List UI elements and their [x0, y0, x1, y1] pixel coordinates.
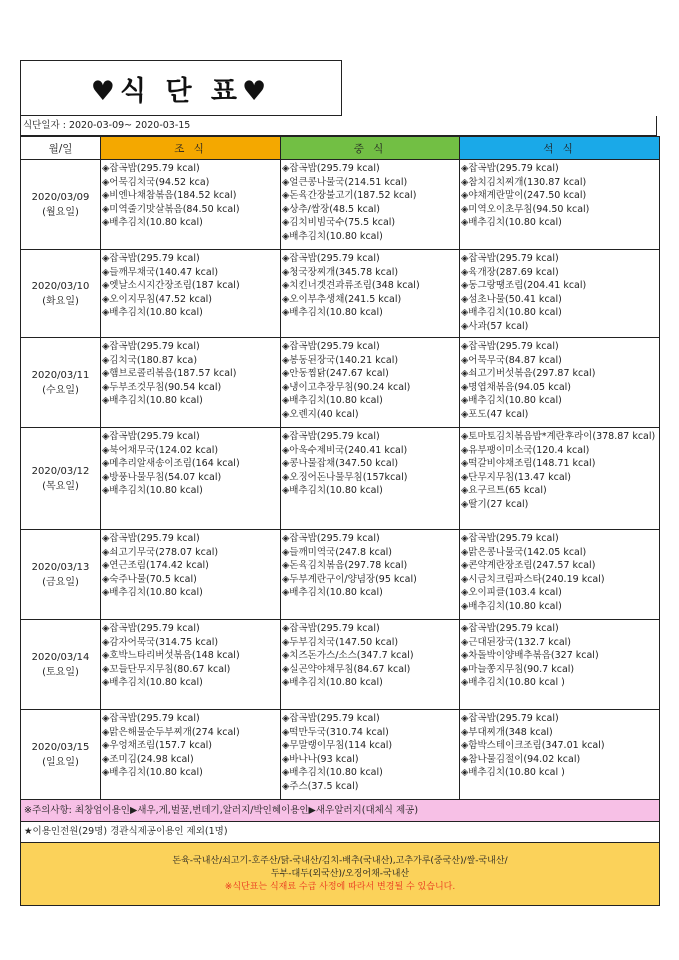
menu-item: ◈배추김치(10.80 kcal ): [461, 767, 565, 779]
day-row: [21, 710, 660, 800]
menu-item: ◈잡곡밥(295.79 kcal): [102, 253, 200, 264]
menu-item: ◈참나물김절이(94.02 kcal): [461, 753, 581, 765]
title-box: [20, 60, 342, 116]
lunch-cell: [281, 250, 460, 338]
origin-line: 돈육-국내산/쇠고기-호주산/닭-국내산/김치-배추(국내산),고추가루(중국산)/쌀-국내산/: [172, 855, 508, 866]
breakfast-cell: [101, 530, 281, 620]
day-date: 2020/03/11: [31, 369, 90, 381]
menu-item: ◈조미김(24.98 kcal): [102, 753, 194, 765]
dinner-cell: [460, 250, 660, 338]
menu-item: ◈안동찜닭(247.67 kcal): [282, 368, 389, 380]
lunch-cell: [281, 338, 460, 428]
menu-item: ◈사과(57 kcal): [461, 320, 529, 332]
menu-item: ◈잡곡밥(295.79 kcal): [102, 431, 200, 442]
menu-item: ◈배추김치(10.80 kcal): [102, 485, 203, 497]
day-row: [21, 338, 660, 428]
day-weekday: (화요일): [42, 295, 79, 307]
origin-info: [21, 843, 660, 906]
breakfast-cell: [101, 620, 281, 710]
menu-item: ◈잡곡밥(295.79 kcal): [461, 253, 559, 264]
menu-item: ◈배추김치(10.80 kcal): [282, 587, 383, 599]
menu-item: ◈연근조림(174.42 kcal): [102, 560, 209, 572]
menu-item: ◈배추김치(10.80 kcal): [102, 217, 203, 229]
menu-item: ◈북어채무국(124.02 kcal): [102, 444, 219, 456]
day-date: 2020/03/14: [31, 651, 90, 663]
menu-item: ◈잡곡밥(295.79 kcal): [102, 341, 200, 352]
menu-item: ◈오이부추생채(241.5 kcal): [282, 293, 402, 305]
day-date-cell: [21, 710, 101, 800]
menu-item: ◈배추김치(10.80 kcal): [282, 230, 383, 242]
day-row: [21, 428, 660, 530]
day-date: 2020/03/13: [31, 561, 90, 573]
menu-item: ◈토마토김치볶음밥*계란후라이(378.87 kcal): [461, 431, 656, 442]
menu-item: ◈잡곡밥(295.79 kcal): [282, 341, 380, 352]
menu-item: ◈얼큰콩나물국(214.51 kcal): [282, 176, 408, 188]
breakfast-cell: [101, 250, 281, 338]
menu-item: ◈상추/쌈장(48.5 kcal): [282, 203, 380, 215]
lunch-cell: [281, 160, 460, 250]
menu-item: ◈들깨무채국(140.47 kcal): [102, 266, 219, 278]
day-weekday: (토요일): [42, 666, 79, 678]
menu-item: ◈배추김치(10.80 kcal ): [461, 677, 565, 689]
menu-item: ◈배추김치(10.80 kcal): [461, 307, 562, 319]
menu-item: ◈콩나물잡채(347.50 kcal): [282, 458, 399, 470]
menu-item: ◈돈육간장불고기(187.52 kcal): [282, 190, 417, 202]
day-date: 2020/03/12: [31, 465, 90, 477]
menu-item: ◈어묵무국(84.87 kcal): [461, 354, 562, 366]
breakfast-cell: [101, 710, 281, 800]
allergy-notice: ※주의사항: 최창엄이용인▶새우,게,벌꿀,번데기,알러지/박인혜이용인▶새우알러지(대체식 제공): [21, 800, 660, 822]
menu-item: ◈주스(37.5 kcal): [282, 780, 359, 792]
menu-item: ◈비엔나채참볶음(184.52 kcal): [102, 190, 237, 202]
menu-item: ◈섬초나물(50.41 kcal): [461, 293, 562, 305]
day-weekday: (수요일): [42, 384, 79, 396]
menu-item: ◈감자어묵국(314.75 kcal): [102, 636, 219, 648]
day-weekday: (목요일): [42, 480, 79, 492]
menu-item: ◈오이피클(103.4 kcal): [461, 587, 562, 599]
menu-item: ◈치킨너겟견과류조림(348 kcal): [282, 280, 420, 292]
menu-item: ◈배추김치(10.80 kcal): [461, 600, 562, 612]
menu-item: ◈들깨미역국(247.8 kcal): [282, 546, 393, 558]
menu-item: ◈떡만두국(310.74 kcal): [282, 726, 389, 738]
headcount-note: ★이용인전원(29명) 경관식제공이용인 제외(1명): [21, 822, 660, 843]
day-row: [21, 160, 660, 250]
day-date: 2020/03/10: [31, 280, 90, 292]
menu-item: ◈잡곡밥(295.79 kcal): [282, 623, 380, 634]
day-date-cell: [21, 530, 101, 620]
menu-item: ◈우엉채조림(157.7 kcal): [102, 740, 213, 752]
menu-item: ◈잡곡밥(295.79 kcal): [282, 431, 380, 442]
menu-item: ◈잡곡밥(295.79 kcal): [282, 533, 380, 544]
menu-item: ◈쇠고기버섯볶음(297.87 kcal): [461, 368, 596, 380]
menu-table: [20, 136, 660, 906]
origin-warning: ※식단표는 식재료 수급 사정에 따라서 변경될 수 있습니다.: [224, 881, 456, 892]
menu-item: ◈바나나(93 kcal): [282, 753, 359, 765]
menu-item: ◈배추김치(10.80 kcal): [461, 217, 562, 229]
menu-item: ◈유부팽이미소국(120.4 kcal): [461, 444, 590, 456]
menu-item: ◈참치김치찌개(130.87 kcal): [461, 176, 587, 188]
day-row: [21, 620, 660, 710]
menu-item: ◈어묵김치국(94.52 kca): [102, 176, 210, 188]
menu-item: ◈잡곡밥(295.79 kcal): [461, 713, 559, 724]
menu-item: ◈맑은콩나물국(142.05 kcal): [461, 546, 587, 558]
menu-item: ◈배추김치(10.80 kcal): [282, 767, 383, 779]
menu-item: ◈부대찌개(348 kcal): [461, 726, 553, 738]
menu-item: ◈떡갈비야채조림(148.71 kcal): [461, 458, 596, 470]
menu-item: ◈잡곡밥(295.79 kcal): [461, 533, 559, 544]
day-weekday: (일요일): [42, 756, 79, 768]
day-date: 2020/03/09: [31, 191, 90, 203]
menu-item: ◈두부계란구이/양념장(95 kcal): [282, 573, 417, 585]
day-date-cell: [21, 250, 101, 338]
dinner-cell: [460, 160, 660, 250]
breakfast-cell: [101, 428, 281, 530]
dinner-cell: [460, 620, 660, 710]
menu-item: ◈오징어돈나물무침(157kcal): [282, 471, 408, 483]
menu-item: ◈야채계란말이(247.50 kcal): [461, 190, 587, 202]
dinner-cell: [460, 428, 660, 530]
menu-item: ◈김치비빔국수(75.5 kcal): [282, 217, 396, 229]
menu-item: ◈차돌박이양배추볶음(327 kcal): [461, 650, 599, 662]
day-date-cell: [21, 338, 101, 428]
menu-item: ◈잡곡밥(295.79 kcal): [461, 341, 559, 352]
menu-item: ◈아욱수제비국(240.41 kcal): [282, 444, 408, 456]
lunch-cell: [281, 530, 460, 620]
menu-item: ◈김치국(180.87 kca): [102, 354, 198, 366]
menu-item: ◈청국장찌개(345.78 kcal): [282, 266, 399, 278]
menu-period: 식단일자 : 2020-03-09~ 2020-03-15: [20, 116, 657, 136]
menu-item: ◈두부김치국(147.50 kcal): [282, 636, 399, 648]
menu-item: ◈잡곡밥(295.79 kcal): [102, 713, 200, 724]
menu-item: ◈맑은해물순두부찌개(274 kcal): [102, 726, 240, 738]
menu-item: ◈근대된장국(132.7 kcal): [461, 636, 572, 648]
lunch-cell: [281, 428, 460, 530]
menu-item: ◈단무지무침(13.47 kcal): [461, 471, 572, 483]
menu-sheet: [20, 60, 659, 906]
menu-item: ◈배추김치(10.80 kcal): [102, 677, 203, 689]
day-weekday: (월요일): [42, 206, 79, 218]
menu-item: ◈햄브로콜리볶음(187.57 kcal): [102, 368, 237, 380]
menu-item: ◈함박스테이크조림(347.01 kcal): [461, 740, 605, 752]
lunch-cell: [281, 620, 460, 710]
menu-item: ◈동그랑땡조림(204.41 kcal): [461, 280, 587, 292]
menu-item: ◈미역줄기맛살볶음(84.50 kcal): [102, 203, 240, 215]
menu-item: ◈메추리알새송이조림(164 kcal): [102, 458, 240, 470]
menu-item: ◈무말랭이무침(114 kcal): [282, 740, 393, 752]
menu-item: ◈미역오이초무침(94.50 kcal): [461, 203, 590, 215]
dinner-cell: [460, 710, 660, 800]
day-date-cell: [21, 160, 101, 250]
menu-item: ◈호박느타리버섯볶음(148 kcal): [102, 650, 240, 662]
menu-item: ◈포도(47 kcal): [461, 408, 529, 420]
menu-item: ◈배추김치(10.80 kcal): [102, 767, 203, 779]
header-row: [21, 137, 660, 160]
menu-item: ◈잡곡밥(295.79 kcal): [461, 163, 559, 174]
day-weekday: (금요일): [42, 576, 79, 588]
dinner-cell: [460, 530, 660, 620]
menu-item: ◈돈육김치볶음(297.78 kcal): [282, 560, 408, 572]
menu-item: ◈배추김치(10.80 kcal): [282, 485, 383, 497]
menu-item: ◈배추김치(10.80 kcal): [282, 395, 383, 407]
day-date: 2020/03/15: [31, 741, 90, 753]
menu-item: ◈배추김치(10.80 kcal): [102, 587, 203, 599]
header-lunch: 중 식: [281, 137, 460, 160]
menu-item: ◈육개장(287.69 kcal): [461, 266, 559, 278]
menu-item: ◈요구르트(65 kcal): [461, 485, 547, 497]
menu-body: [21, 160, 660, 800]
menu-item: ◈두부조것무침(90.54 kcal): [102, 381, 222, 393]
menu-item: ◈배추김치(10.80 kcal): [282, 677, 383, 689]
menu-item: ◈엣날소시지간장조림(187 kcal): [102, 280, 240, 292]
day-date-cell: [21, 620, 101, 710]
dinner-cell: [460, 338, 660, 428]
menu-item: ◈잡곡밥(295.79 kcal): [102, 163, 200, 174]
menu-item: ◈꼬들단무지무침(80.67 kcal): [102, 663, 231, 675]
day-row: [21, 530, 660, 620]
menu-item: ◈냉이고추장무침(90.24 kcal): [282, 381, 411, 393]
menu-item: ◈방풍나물무침(54.07 kcal): [102, 471, 222, 483]
menu-item: ◈봉동된장국(140.21 kcal): [282, 354, 399, 366]
menu-item: ◈실곤약야채무침(84.67 kcal): [282, 663, 411, 675]
menu-item: ◈숙주나물(70.5 kcal): [102, 573, 197, 585]
origin-line: 두부-대두(외국산)/오징어채-국내산: [270, 868, 410, 879]
menu-item: ◈잡곡밥(295.79 kcal): [282, 713, 380, 724]
menu-item: ◈잡곡밥(295.79 kcal): [102, 623, 200, 634]
menu-item: ◈오렌지(40 kcal): [282, 408, 359, 420]
menu-item: ◈딸기(27 kcal): [461, 498, 529, 510]
menu-item: ◈명엽채볶음(94.05 kcal): [461, 381, 572, 393]
day-date-cell: [21, 428, 101, 530]
menu-item: ◈잡곡밥(295.79 kcal): [461, 623, 559, 634]
menu-item: ◈마늘쫑지무침(90.7 kcal): [461, 663, 575, 675]
day-row: [21, 250, 660, 338]
breakfast-cell: [101, 160, 281, 250]
menu-item: ◈배추김치(10.80 kcal): [102, 307, 203, 319]
menu-item: ◈배추김치(10.80 kcal): [102, 395, 203, 407]
menu-item: ◈배추김치(10.80 kcal): [461, 395, 562, 407]
header-breakfast: 조 식: [101, 137, 281, 160]
menu-item: ◈잡곡밥(295.79 kcal): [102, 533, 200, 544]
menu-item: ◈치즈돈가스/소스(347.7 kcal): [282, 650, 414, 662]
page-title: ♥식 단 표♥: [90, 75, 272, 107]
menu-item: ◈시금치크림파스타(240.19 kcal): [461, 573, 605, 585]
menu-item: ◈배추김치(10.80 kcal): [282, 307, 383, 319]
menu-item: ◈콘약계란장조림(247.57 kcal): [461, 560, 596, 572]
header-date: 월/일: [21, 137, 101, 160]
lunch-cell: [281, 710, 460, 800]
menu-item: ◈쇠고기무국(278.07 kcal): [102, 546, 219, 558]
menu-item: ◈오이지무침(47.52 kcal): [102, 293, 213, 305]
menu-item: ◈잡곡밥(295.79 kcal): [282, 163, 380, 174]
header-dinner: 석 식: [460, 137, 660, 160]
breakfast-cell: [101, 338, 281, 428]
menu-item: ◈잡곡밥(295.79 kcal): [282, 253, 380, 264]
